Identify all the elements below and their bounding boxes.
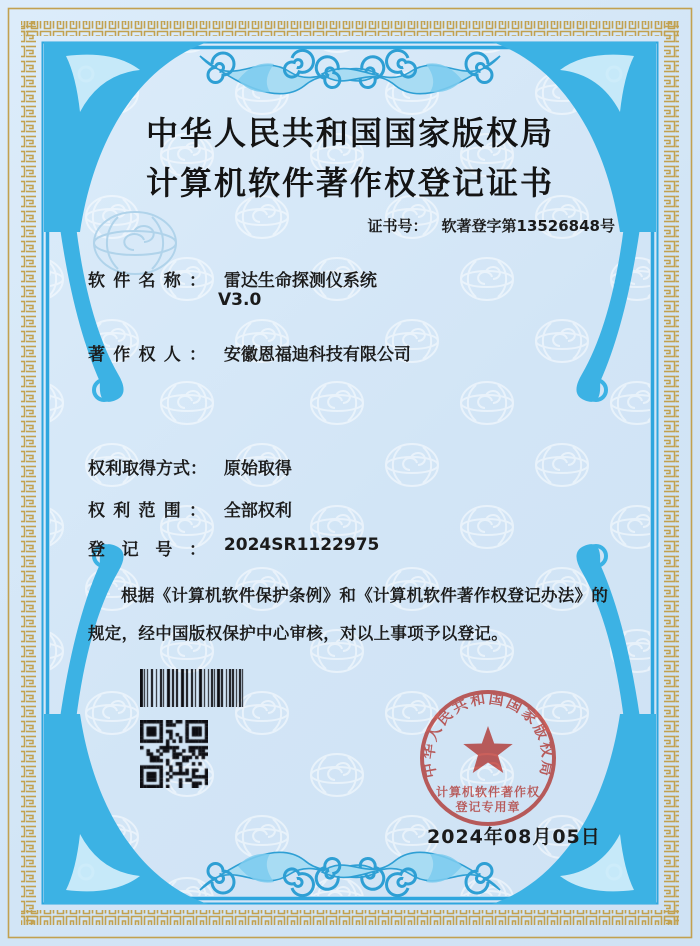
field-label: 权利取得方式： xyxy=(88,459,207,479)
field-label: 著作权人： xyxy=(88,345,206,365)
field-value: 原始取得 xyxy=(223,459,292,479)
certificate-number xyxy=(367,215,615,236)
field-registration-number xyxy=(88,535,379,560)
issue-date: 2024年08月05日 xyxy=(427,826,601,848)
barcode xyxy=(140,669,244,707)
official-seal xyxy=(406,676,570,840)
field-label: 权利范围： xyxy=(88,501,206,521)
seal-inner-text-2: 登记专用章 xyxy=(455,800,521,814)
field-label: 登记号： xyxy=(88,540,206,560)
certificate-number-label: 证书号： xyxy=(367,217,428,235)
field-value: 全部权利 xyxy=(223,501,292,521)
field-software-name xyxy=(88,266,377,291)
seal-ring-text: 中华人民共和国国家版权局 xyxy=(419,689,557,780)
field-copyright-owner xyxy=(88,340,411,365)
qr-code xyxy=(140,720,208,788)
field-software-version: V3.0 xyxy=(218,290,262,310)
field-value: 安徽恩福迪科技有限公司 xyxy=(223,345,411,365)
statement-line-2: 规定，经中国版权保护中心审核，对以上事项予以登记。 xyxy=(88,624,508,643)
document-title: 计算机软件著作权登记证书 xyxy=(145,165,554,201)
issuer-title: 中华人民共和国国家版权局 xyxy=(145,115,554,151)
certificate-number-value: 软著登字第13526848号 xyxy=(441,217,615,235)
star-icon xyxy=(463,726,512,773)
field-rights-scope xyxy=(88,496,292,521)
field-acquisition-method xyxy=(88,454,292,479)
statement-line-1: 根据《计算机软件保护条例》和《计算机软件著作权登记办法》的 xyxy=(121,586,609,605)
field-value: 2024SR1122975 xyxy=(223,535,380,555)
field-label: 软件名称： xyxy=(88,271,206,291)
seal-inner-text-1: 计算机软件著作权 xyxy=(435,785,541,799)
field-value: 雷达生命探测仪系统 xyxy=(223,271,377,291)
